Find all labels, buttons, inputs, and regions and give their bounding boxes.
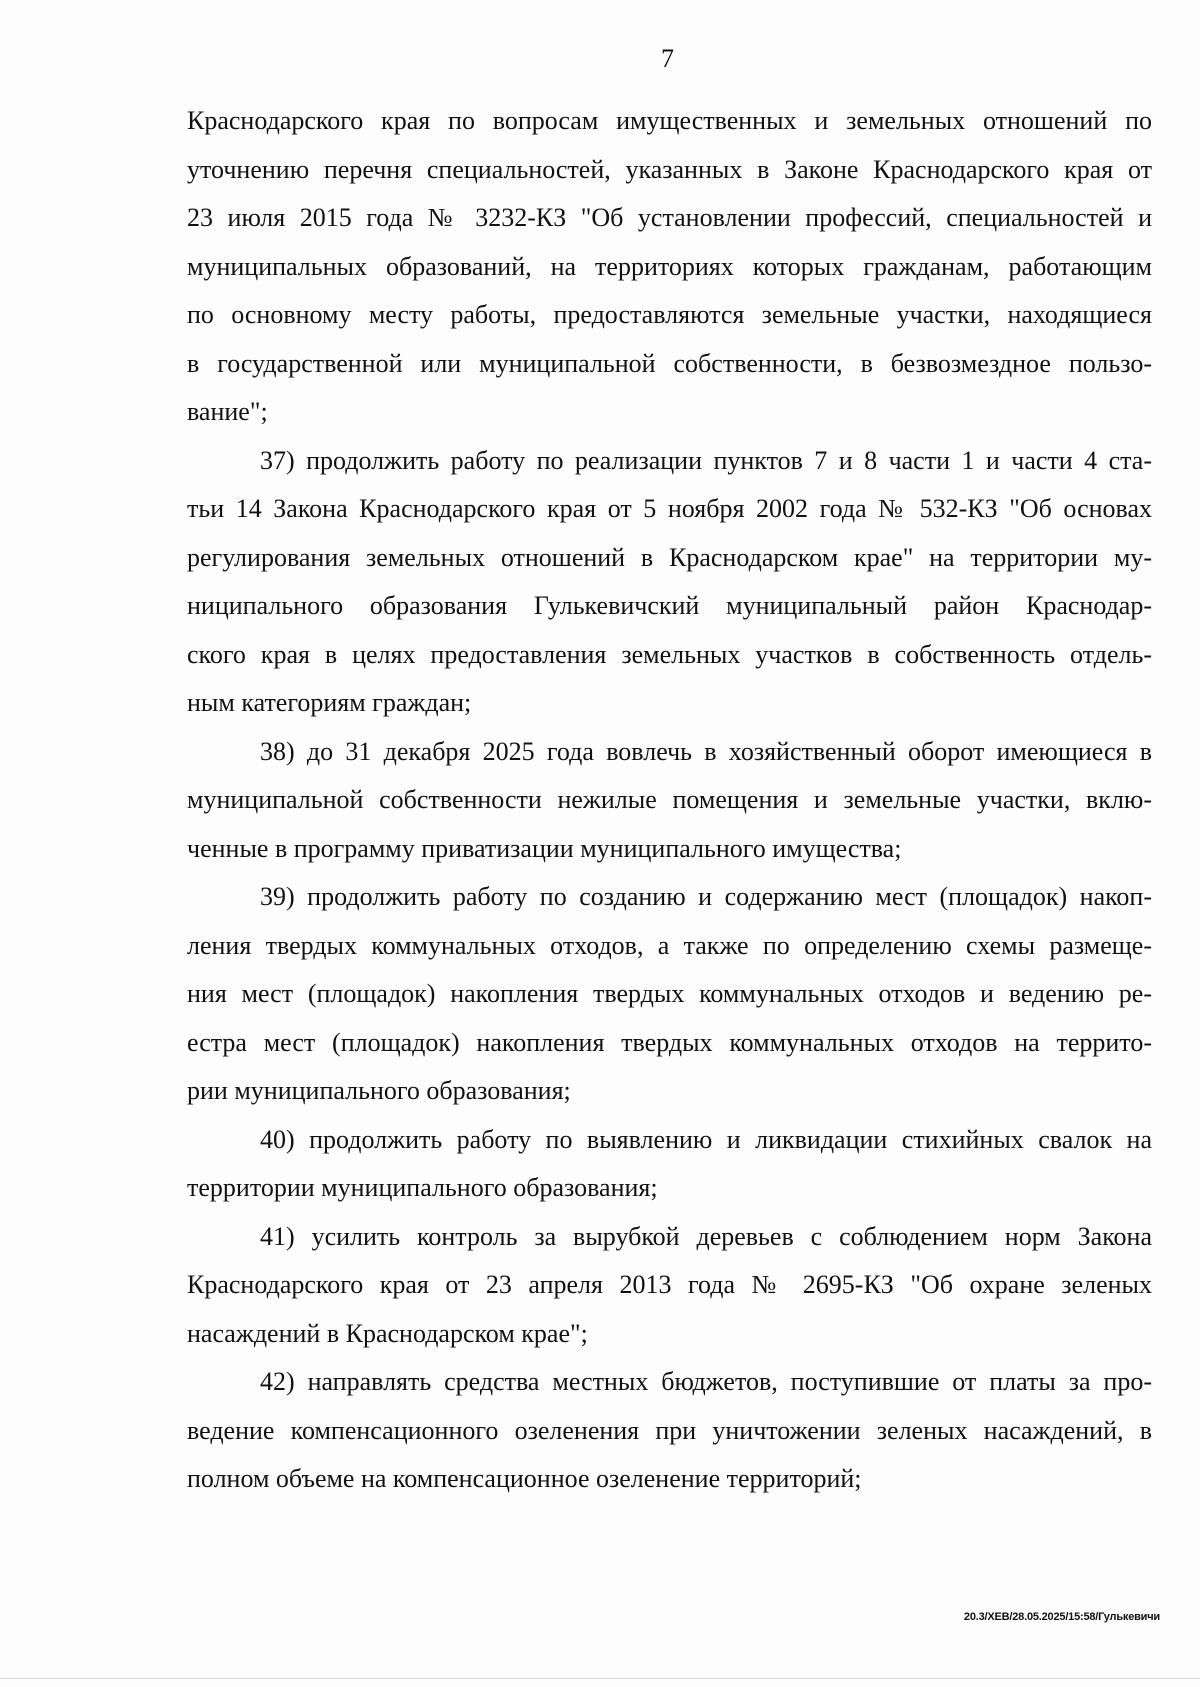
text-line: 38) до 31 декабря 2025 года вовлечь в хозяйственный оборот имеющиеся в [260,736,1152,766]
page-number: 7 [661,44,674,73]
text-line: 37) продолжить работу по реализации пунктов 7 и 8 части 1 и части 4 ста- [260,445,1152,475]
text-line: ведение компенсационного озеленения при уничтожении зеленых насаждений, в [187,1415,1152,1445]
text-line: естра мест (площадок) накопления твердых коммунальных отходов на террито- [187,1027,1152,1057]
text-line: уточнению перечня специальностей, указанных в Законе Краснодарского края от [187,154,1152,184]
text-line: территории муниципального образования; [187,1173,658,1202]
scan-edge-divider [0,1678,1200,1679]
text-line: по основному месту работы, предоставляются земельные участки, находящиеся [187,300,1152,329]
text-line: тьи 14 Закона Краснодарского края от 5 ноября 2002 года № 532-КЗ "Об основах [187,494,1152,523]
list-item-42 [187,1358,1152,1504]
text-line: ниципального образования Гулькевичский муниципальный район Краснодар- [187,591,1152,620]
text-line: насаждений в Краснодарском крае"; [187,1318,588,1348]
text-line: полном объеме на компенсационное озеленение территорий; [187,1464,862,1493]
text-line: Краснодарского края от 23 апреля 2013 года № 2695-КЗ "Об охране зеленых [187,1270,1152,1299]
list-item-39 [187,873,1152,1116]
text-line: в государственной или муниципальной собственности, в безвозмездное пользо- [187,348,1152,378]
list-item-37 [187,437,1152,728]
text-line: регулирования земельных отношений в Краснодарском крае" на территории му- [187,542,1152,572]
text-line: Краснодарского края по вопросам имущественных и земельных отношений по [187,106,1152,135]
text-line: 39) продолжить работу по созданию и содержанию мест (площадок) накоп- [260,882,1152,911]
text-line: 41) усилить контроль за вырубкой деревьев с соблюдением норм Закона [260,1221,1152,1251]
text-line: ным категориям граждан; [187,688,472,717]
text-line: ченные в программу приватизации муниципального имущества; [187,833,902,863]
list-item-40 [187,1116,1152,1213]
text-line: ния мест (площадок) накопления твердых коммунальных отходов и ведению ре- [187,979,1152,1008]
paragraph [187,97,1152,437]
text-line: 42) направлять средства местных бюджетов, поступившие от платы за про- [260,1367,1152,1396]
text-line: рии муниципального образования; [187,1076,571,1105]
list-item-41 [187,1213,1152,1359]
text-line: муниципальных образований, на территориях которых гражданам, работающим [187,251,1152,281]
text-line: муниципальной собственности нежилые помещения и земельные участки, вклю- [187,785,1152,814]
text-line: вание"; [187,397,268,426]
document-body [187,97,1152,1504]
text-line: 23 июля 2015 года № 3232-КЗ "Об установлении профессий, специальностей и [187,203,1152,232]
list-item-38 [187,728,1152,874]
text-line: ского края в целях предоставления земельных участков в собственность отдель- [187,639,1152,669]
text-line: 40) продолжить работу по выявлению и ликвидации стихийных свалок на [260,1124,1152,1154]
footer-stamp: 20.3/ХЕВ/28.05.2025/15:58/Гулькевичи [963,1611,1160,1623]
text-line: ления твердых коммунальных отходов, а также по определению схемы размеще- [187,930,1152,960]
